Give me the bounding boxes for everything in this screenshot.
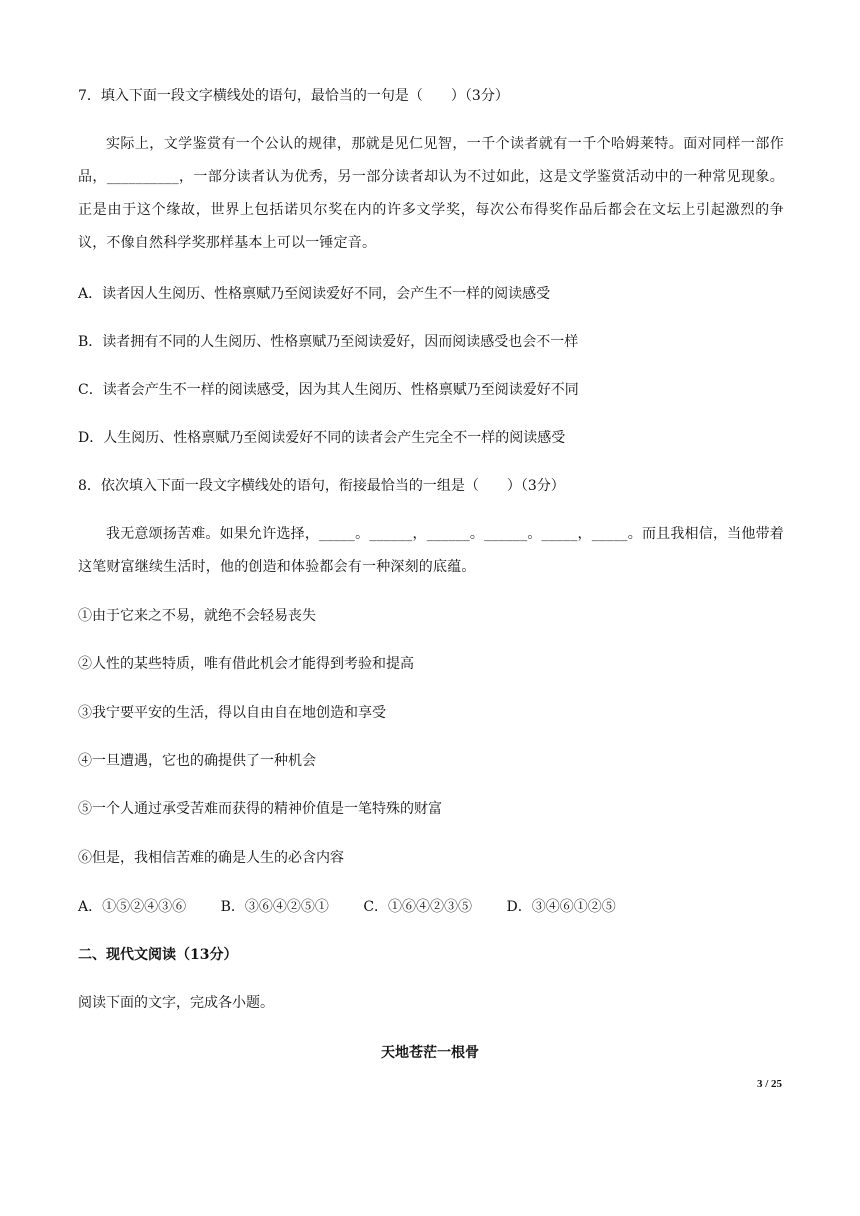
question-8-passage: 我无意颂扬苦难。如果允许选择，_____。______，______。______。_____，_____。而且我相信，当他带着这笔财富继续生活时，他的创造和体验都会有一种深刻的底蕴。 (78, 526, 784, 575)
section-2-instruction: 阅读下面的文字，完成各小题。 (78, 995, 274, 1011)
question-8-sentence-3: ③我宁要平安的生活，得以自由自在地创造和享受 (78, 705, 386, 721)
question-8-sentence-1: ①由于它来之不易，就绝不会轻易丧失 (78, 608, 316, 624)
question-8-sentence-6: ⑥但是，我相信苦难的确是人生的必含内容 (78, 850, 344, 866)
question-8-sentence-4: ④一旦遭遇，它也的确提供了一种机会 (78, 753, 316, 769)
question-7-passage: 实际上，文学鉴赏有一个公认的规律，那就是见仁见智，一千个读者就有一千个哈姆莱特。面对同样一部作品，__________，一部分读者认为优秀，另一部分读者却认为不过如此，这是文学鉴赏活动中的一种常见现象。正是由于这个缘故，世界上包括诺贝尔奖在内的许多文学奖，每次公布得奖作品后都会在文坛上引起激烈的争议，不像自然科学奖那样基本上可以一锤定音。 (78, 136, 784, 251)
question-7-option-a: A．读者因人生阅历、性格禀赋乃至阅读爱好不同，会产生不一样的阅读感受 (78, 286, 551, 302)
question-7-stem: 7．填入下面一段文字横线处的语句，最恰当的一句是（ ）（3分） (78, 88, 509, 104)
question-7-option-b: B．读者拥有不同的人生阅历、性格禀赋乃至阅读爱好，因而阅读感受也会不一样 (78, 334, 579, 350)
question-8-option-b: B．③⑥④②⑤① (220, 899, 329, 915)
question-7-option-d: D．人生阅历、性格禀赋乃至阅读爱好不同的读者会产生完全不一样的阅读感受 (78, 430, 566, 446)
question-7-option-c: C．读者会产生不一样的阅读感受，因为其人生阅历、性格禀赋乃至阅读爱好不同 (78, 382, 579, 398)
question-8-sentence-5: ⑤一个人通过承受苦难而获得的精神价值是一笔特殊的财富 (78, 801, 442, 817)
question-8-stem: 8．依次填入下面一段文字横线处的语句，衔接最恰当的一组是（ ）（3分） (78, 478, 565, 494)
article-title: 天地苍茫一根骨 (381, 1045, 479, 1061)
section-2-heading: 二、现代文阅读（13分） (78, 947, 238, 963)
question-8-option-a: A．①⑤②④③⑥ (78, 899, 187, 915)
page-number: 3 / 25 (756, 1078, 782, 1090)
question-8-option-c: C．①⑥④②③⑤ (363, 899, 473, 915)
question-8-options (78, 897, 646, 917)
question-8-sentence-2: ②人性的某些特质，唯有借此机会才能得到考验和提高 (78, 656, 414, 672)
question-8-option-d: D．③④⑥①②⑤ (506, 899, 616, 915)
